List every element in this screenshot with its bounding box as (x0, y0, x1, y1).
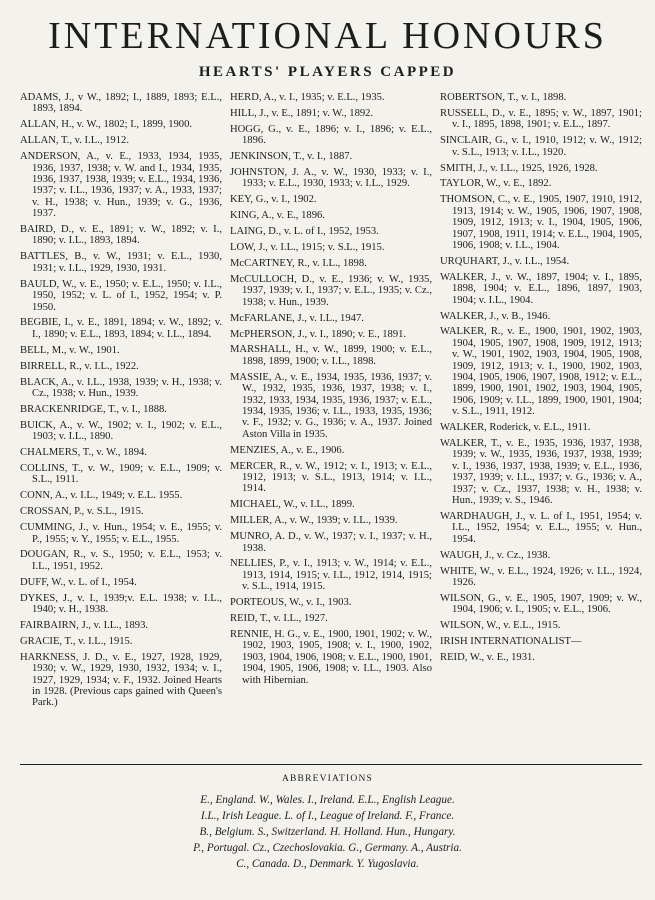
player-entry: DOUGAN, R., v. S., 1950; v. E.L., 1953; v. I.L., 1951, 1952. (20, 549, 222, 572)
player-entry: McCARTNEY, R., v. I.L., 1898. (230, 257, 367, 269)
player-entry: MILLER, A., v. W., 1939; v. I.L., 1939. (230, 515, 398, 527)
player-entry: WALKER, R., v. E., 1900, 1901, 1902, 1903, 1904, 1905, 1907, 1908, 1909, 1912, 1913; v. W., 1901, 1902, 1903, 1904, 1905, 1908, 1909, 1912, 1913; v. I., 1900, 1902, 1903, 1904, 1905, 1906, 1907, 1908, 1912; v. E.L., 1899, 1900, 1901, 1902, 1903, 1904, 1905, 1906, 1909; v. I.L., 1899, 1900, 1901, 1904; v. S.L., 1911, 1912. (440, 326, 642, 418)
player-entry: HERD, A., v. I., 1935; v. E.L., 1935. (230, 92, 385, 103)
abbreviations-line: E., England. W., Wales. I., Ireland. E.L., English League. (200, 794, 455, 806)
player-entry: URQUHART, J., v. I.L., 1954. (440, 255, 570, 267)
players-column-1 (20, 92, 222, 752)
players-column-2 (230, 92, 432, 752)
player-entry: HILL, J., v. E., 1891; v. W., 1892. (230, 107, 374, 119)
page-subtitle: HEARTS' PLAYERS CAPPED (198, 64, 457, 80)
player-entry: DYKES, J., v. I., 1939;v. E.L. 1938; v. I.L., 1940; v. H., 1938. (20, 592, 222, 616)
player-entry: McPHERSON, J., v. I., 1890; v. E., 1891. (230, 328, 407, 340)
player-entry: CONN, A., v. I.L., 1949; v. E.L. 1955. (20, 490, 183, 502)
player-entry: WALKER, J., v. W., 1897, 1904; v. I., 1895, 1898, 1904; v. E.L., 1896, 1897, 1903, 1904; v. I.L., 1904. (440, 271, 642, 306)
player-entry: BEGBIE, I., v. E., 1891, 1894; v. W., 1892; v. I., 1890; v. E.L., 1893, 1894; v. I.L., 1894. (20, 317, 222, 340)
abbreviations-list (0, 792, 655, 872)
player-entry: JOHNSTON, J. A., v. W., 1930, 1933; v. I., 1933; v. E.L., 1930, 1933; v. I.L., 1929. (230, 167, 432, 190)
player-entry: WAUGH, J., v. Cz., 1938. (440, 549, 551, 561)
player-entry: WHITE, W., v. E.L., 1924, 1926; v. I.L., 1924, 1926. (440, 565, 642, 589)
player-entry: MUNRO, A. D., v. W., 1937; v. I., 1937; v. H., 1938. (230, 531, 432, 554)
player-entry: ANDERSON, A., v. E., 1933, 1934, 1935, 1936, 1937, 1938; v. W. and I., 1934, 1935, 1936, 1937, 1938, 1939; v. E.L., 1934, 1936, 1937; v. I.L., 1936, 1937; v. A., 1933, 1937; v. H., 1938; v. Hun., 1939; v. G., 1936, 1937. (20, 151, 222, 220)
player-entry: ALLAN, H., v. W., 1802; I., 1899, 1900. (20, 119, 193, 131)
player-entry: LAING, D., v. L. of I., 1952, 1953. (230, 226, 379, 238)
player-entry: CUMMING, J., v. Hun., 1954; v. E., 1955; v. P., 1955; v. Y., 1955; v. E.L., 1955. (20, 522, 222, 545)
player-entry: REID, W., v. E., 1931. (440, 652, 535, 664)
player-entry: MARSHALL, H., v. W., 1899, 1900; v. E.L., 1898, 1899, 1900; v. I.L., 1898. (230, 344, 432, 367)
player-entry: WILSON, W., v. E.L., 1915. (440, 620, 561, 632)
player-entry: BAIRD, D., v. E., 1891; v. W., 1892; v. I., 1890; v. I.L., 1893, 1894. (20, 224, 222, 247)
abbreviations-line: I.L., Irish League. L. of I., League of Ireland. F., France. (200, 810, 455, 822)
player-entry: WALKER, Roderick, v. E.L., 1911. (440, 422, 591, 434)
player-entry: RUSSELL, D., v. E., 1895; v. W., 1897, 1901; v. I., 1895, 1898, 1901; v. E.L., 1897. (440, 107, 642, 131)
player-entry: SMITH, J., v. I.L., 1925, 1926, 1928. (440, 162, 598, 174)
abbreviations-heading: ABBREVIATIONS (281, 774, 374, 784)
player-entry: REID, T., v. I.L., 1927. (230, 613, 328, 625)
player-entry: WALKER, T., v. E., 1935, 1936, 1937, 1938, 1939; v. W., 1935, 1936, 1937, 1938, 1939; v. I., 1936, 1937, 1938, 1939; v. E.L., 1936, 1937, 1939; v. I.L., 1937; v. G., 1936; v. A., 1937; v. Cz., 1937, 1938; v. H., 1938; v. Hun., 1939; v. S., 1946. (440, 438, 642, 507)
player-entry: BUICK, A., v. W., 1902; v. I., 1902; v. E.L., 1903; v. I.L., 1890. (20, 419, 222, 443)
player-entry: HARKNESS, J. D., v. E., 1927, 1928, 1929, 1930; v. W., 1929, 1930, 1932, 1934; v. I., 1927, 1929, 1934; v. F., 1932. Joined Hearts in 1928. (Previous caps gained with Queen's Park.) (20, 651, 222, 709)
players-column-3 (440, 92, 642, 752)
player-entry: BELL, M., v. W., 1901. (20, 344, 120, 356)
player-entry: ADAMS, J., v W., 1892; I., 1889, 1893; E.L., 1893, 1894. (20, 92, 222, 115)
players-columns (20, 92, 642, 752)
abbreviations-line: B., Belgium. S., Switzerland. H. Holland. Hun., Hungary. (199, 826, 456, 838)
player-entry: McFARLANE, J., v. I.L., 1947. (230, 312, 364, 324)
player-entry: MICHAEL, W., v. I.L., 1899. (230, 499, 355, 511)
divider-rule (20, 764, 642, 765)
player-entry: BLACK, A., v. I.L., 1938, 1939; v. H., 1938; v. Cz., 1938; v. Hun., 1939. (20, 376, 222, 399)
player-entry: BRACKENRIDGE, T., v. I., 1888. (20, 403, 167, 415)
player-entry: PORTEOUS, W., v. I., 1903. (230, 597, 352, 609)
player-entry: THOMSON, C., v. E., 1905, 1907, 1910, 1912, 1913, 1914; v. W., 1905, 1906, 1907, 1908, 1909, 1912, 1913; v. I., 1904, 1905, 1906, 1907, 1908, 1911, 1914; v. E.L., 1904, 1905, 1906, 1908; v. I.L., 1904. (440, 194, 642, 251)
player-entry: FAIRBAIRN, J., v. I.L., 1893. (20, 619, 149, 631)
player-entry: CHALMERS, T., v. W., 1894. (20, 447, 147, 459)
player-entry: GRACIE, T., v. I.L., 1915. (20, 635, 133, 647)
player-entry: ALLAN, T., v. I.L., 1912. (20, 135, 129, 147)
player-entry: LOW, J., v. I.L., 1915; v. S.L., 1915. (230, 242, 385, 254)
player-entry: JENKINSON, T., v. I., 1887. (230, 151, 353, 163)
player-entry: ROBERTSON, T., v. I., 1898. (440, 92, 567, 103)
player-entry: IRISH INTERNATIONALIST— (440, 636, 582, 648)
player-entry: HOGG, G., v. E., 1896; v. I., 1896; v. E.L., 1896. (230, 123, 432, 147)
player-entry: SINCLAIR, G., v. I., 1910, 1912; v. W., 1912; v. S.L., 1913; v. I.L., 1920. (440, 135, 642, 158)
player-entry: KEY, G., v. I., 1902. (230, 194, 317, 206)
player-entry: TAYLOR, W., v. E., 1892. (440, 178, 552, 190)
player-entry: CROSSAN, P., v. S.L., 1915. (20, 506, 144, 518)
player-entry: BAULD, W., v. E., 1950; v. E.L., 1950; v. I.L., 1950, 1952; v. L. of I., 1952, 1954; v. P. 1950. (20, 278, 222, 313)
player-entry: COLLINS, T., v. W., 1909; v. E.L., 1909; v. S.L., 1911. (20, 462, 222, 486)
player-entry: BIRRELL, R., v. I.L., 1922. (20, 360, 139, 372)
player-entry: MERCER, R., v. W., 1912; v. I., 1913; v. E.L., 1912, 1913; v. S.L., 1913, 1914; v. I.L., 1914. (230, 460, 432, 495)
player-entry: MENZIES, A., v. E., 1906. (230, 444, 345, 456)
player-entry: MASSIE, A., v. E., 1934, 1935, 1936, 1937; v. W., 1932, 1935, 1936, 1937, 1938; v. I., 1932, 1933, 1934, 1935, 1936, 1937; v. E.L., 1934, 1935, 1936; v. I.L., 1933, 1935, 1936; v. F., 1932; v. G., 1936; v. A., 1937. Joined Aston Villa in 1935. (230, 371, 432, 440)
player-entry: WILSON, G., v. E., 1905, 1907, 1909; v. W., 1904, 1906; v. I., 1905; v. E.L., 1906. (440, 592, 642, 616)
abbreviations-line: C., Canada. D., Denmark. Y. Yugoslavia. (236, 858, 419, 870)
player-entry: WALKER, J., v. B., 1946. (440, 310, 551, 322)
player-entry: McCULLOCH, D., v. E., 1936; v. W., 1935, 1937, 1939; v. I., 1937; v. E.L., 1935; v. Cz., 1938; v. Hun., 1939. (230, 273, 432, 308)
player-entry: DUFF, W., v. L. of I., 1954. (20, 576, 137, 588)
page-title: INTERNATIONAL HONOURS (48, 15, 607, 57)
player-entry: KING, A., v. E., 1896. (230, 210, 325, 222)
player-entry: WARDHAUGH, J., v. L. of I., 1951, 1954; v. I.L., 1952, 1954; v. E.L., 1955; v. Hun., 1954. (440, 511, 642, 545)
player-entry: RENNIE, H. G., v. E., 1900, 1901, 1902; v. W., 1902, 1903, 1905, 1908; v. I., 1900, 1902, 1903, 1904, 1906, 1908; v. E.L., 1900, 1901, 1904, 1905, 1906, 1908; v. I.L., 1903. Also with Hibernian. (230, 628, 432, 686)
player-entry: BATTLES, B., v. W., 1931; v. E.L., 1930, 1931; v. I.L., 1929, 1930, 1931. (20, 251, 222, 274)
abbreviations-line: P., Portugal. Cz., Czechoslovakia. G., Germany. A., Austria. (193, 842, 462, 854)
player-entry: NELLIES, P., v. I., 1913; v. W., 1914; v. E.L., 1913, 1914, 1915; v. I.L., 1912, 1914, 1915; v. S.L., 1914, 1915. (230, 558, 432, 593)
